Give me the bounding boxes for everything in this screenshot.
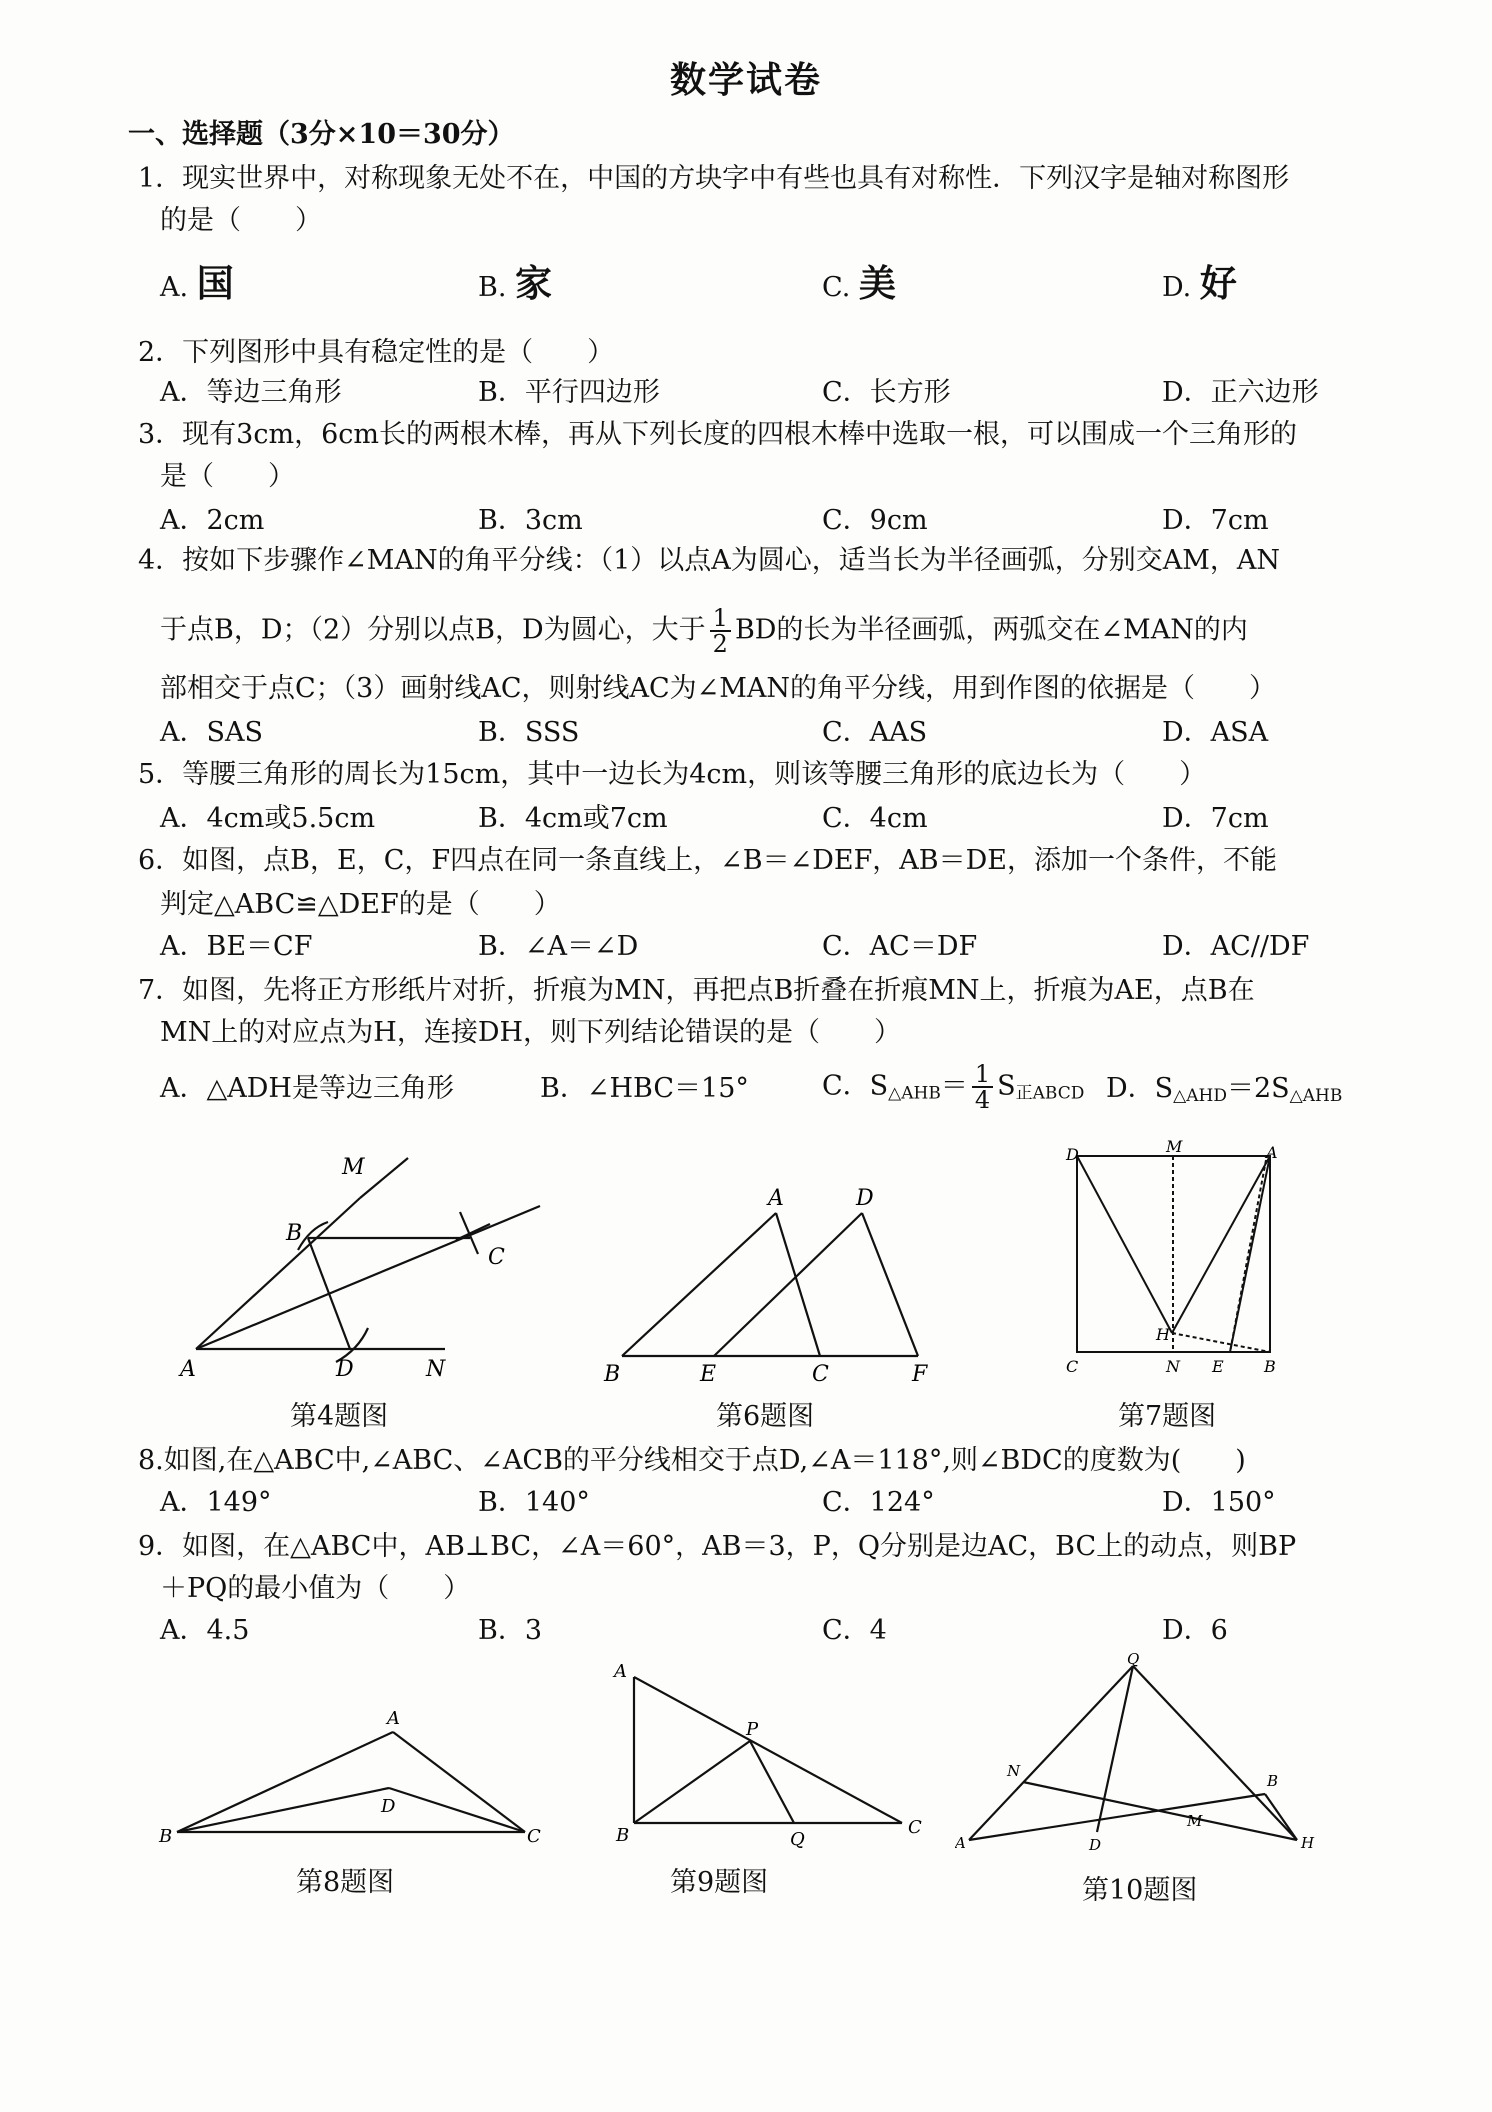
q5-option-d: D．7cm xyxy=(1162,803,1269,834)
q4-line2: 于点B，D；（2）分别以点B，D为圆心，大于 $\frac{1}{2}$ BD的长为半径画弧，两弧交在∠MAN的内 xyxy=(160,604,1248,658)
q6-option-c: C．AC＝DF xyxy=(822,931,978,962)
q3-line1: 3．现有3cm，6cm长的两根木棒，再从下列长度的四根木棒中选取一根，可以围成一个三角形的 xyxy=(138,419,1297,450)
q1-option-d: D. 好 xyxy=(1162,261,1237,305)
q3-option-b: B．3cm xyxy=(478,505,583,536)
q2-option-a: A．等边三角形 xyxy=(160,377,342,408)
q8-line1: 8.如图,在△ABC中,∠ABC、∠ACB的平分线相交于点D,∠A＝118°,则∠BDC的度数为( ) xyxy=(138,1445,1246,1476)
q5-line1: 5．等腰三角形的周长为15cm，其中一边长为4cm，则该等腰三角形的底边长为（ ） xyxy=(138,759,1207,790)
q9-option-c: C．4 xyxy=(822,1615,887,1646)
fig9-label-b: B xyxy=(616,1825,630,1846)
fig10-label-h: H xyxy=(1301,1834,1315,1852)
fig7-label-c: C xyxy=(1066,1357,1079,1376)
q2-option-d: D．正六边形 xyxy=(1162,377,1319,408)
fig8-label-b: B xyxy=(159,1826,173,1847)
fig10-label-d: D xyxy=(1089,1836,1102,1854)
q4-option-d: D．ASA xyxy=(1162,717,1269,748)
q8-option-a: A．149° xyxy=(160,1487,272,1518)
figure-7 xyxy=(1060,1140,1290,1385)
fig10-caption: 第10题图 xyxy=(1082,1875,1198,1906)
q1-option-b: B. 家 xyxy=(478,261,553,305)
q2-option-c: C．长方形 xyxy=(822,377,951,408)
fig4-label-a: A xyxy=(180,1357,196,1382)
fig6-caption: 第6题图 xyxy=(716,1401,815,1432)
fig4-label-b: B xyxy=(286,1221,303,1246)
q6-option-d: D．AC//DF xyxy=(1162,931,1310,962)
q4-fraction: $\frac{1}{2}$ xyxy=(710,606,731,656)
page-title: 数学试卷 xyxy=(669,59,822,101)
fig7-label-a: A xyxy=(1266,1143,1278,1162)
q6-line1: 6．如图，点B，E，C，F四点在同一条直线上，∠B＝∠DEF，AB＝DE，添加一个条件，不能 xyxy=(138,845,1277,876)
q5-option-b: B．4cm或7cm xyxy=(478,803,668,834)
q9-option-d: D．6 xyxy=(1162,1615,1228,1646)
fig6-label-b: B xyxy=(604,1362,621,1387)
fig10-label-m: M xyxy=(1187,1812,1203,1830)
fig4-label-m: M xyxy=(342,1155,365,1180)
fig7-label-e: E xyxy=(1212,1357,1224,1376)
q4-line3: 部相交于点C；（3）画射线AC，则射线AC为∠MAN的角平分线，用到作图的依据是（ ） xyxy=(160,673,1277,704)
fig10-label-q: Q xyxy=(1127,1650,1140,1668)
fig4-caption: 第4题图 xyxy=(290,1401,389,1432)
q1-line1: 1．现实世界中，对称现象无处不在，中国的方块字中有些也具有对称性．下列汉字是轴对称图形 xyxy=(138,163,1290,194)
q5-option-a: A．4cm或5.5cm xyxy=(160,803,376,834)
fig6-label-e: E xyxy=(700,1362,717,1387)
figure-10 xyxy=(955,1650,1325,1860)
fig7-label-b: B xyxy=(1264,1357,1276,1376)
fig6-label-c: C xyxy=(812,1362,829,1387)
q7-option-b: B．∠HBC＝15° xyxy=(540,1073,749,1104)
figure-9 xyxy=(600,1655,940,1850)
fig8-label-a: A xyxy=(387,1708,400,1729)
q6-line2: 判定△ABC≌△DEF的是（ ） xyxy=(160,889,561,920)
q7-line2: MN上的对应点为H，连接DH，则下列结论错误的是（ ） xyxy=(160,1017,902,1048)
fig9-label-q: Q xyxy=(790,1829,805,1850)
q4-option-c: C．AAS xyxy=(822,717,928,748)
q6-option-b: B．∠A＝∠D xyxy=(478,931,639,962)
figure-4 xyxy=(160,1150,560,1385)
fig7-label-n: N xyxy=(1166,1357,1180,1376)
fig10-label-n: N xyxy=(1007,1762,1021,1780)
q9-line1: 9．如图，在△ABC中，AB⊥BC，∠A＝60°，AB＝3，P，Q分别是边AC，BC上的动点，则BP xyxy=(138,1531,1297,1562)
q6-option-a: A．BE＝CF xyxy=(160,931,313,962)
q5-option-c: C．4cm xyxy=(822,803,928,834)
q4-line1: 4．按如下步骤作∠MAN的角平分线：（1）以点A为圆心，适当长为半径画弧，分别交AM，AN xyxy=(138,545,1281,576)
q7-option-c: C．$S_{\triangle AHB}=$ $\frac{1}{4}$ $S_{正ABCD}$ xyxy=(822,1060,1085,1114)
q3-option-c: C．9cm xyxy=(822,505,928,536)
fig9-label-a: A xyxy=(614,1661,627,1682)
q7-option-a: A．△ADH是等边三角形 xyxy=(160,1073,454,1104)
q9-option-b: B．3 xyxy=(478,1615,543,1646)
fig7-caption: 第7题图 xyxy=(1118,1401,1217,1432)
q1-option-a: A. 国 xyxy=(160,261,234,305)
q3-option-d: D．7cm xyxy=(1162,505,1269,536)
q9-option-a: A．4.5 xyxy=(160,1615,250,1646)
fig10-label-b: B xyxy=(1267,1772,1279,1790)
fig9-label-c: C xyxy=(908,1817,922,1838)
q8-option-c: C．124° xyxy=(822,1487,935,1518)
q4-option-a: A．SAS xyxy=(160,717,263,748)
q2-line1: 2．下列图形中具有稳定性的是（ ） xyxy=(138,337,615,368)
q7-line1: 7．如图，先将正方形纸片对折，折痕为MN，再把点B折叠在折痕MN上，折痕为AE，点B在 xyxy=(138,975,1255,1006)
fig7-label-h: H xyxy=(1156,1325,1170,1344)
fig9-label-p: P xyxy=(746,1719,759,1740)
figure-6 xyxy=(600,1185,940,1390)
q8-option-b: B．140° xyxy=(478,1487,590,1518)
fig9-caption: 第9题图 xyxy=(670,1867,769,1898)
fig10-label-a: A xyxy=(955,1834,966,1852)
q4-option-b: B．SSS xyxy=(478,717,580,748)
fig6-label-f: F xyxy=(912,1362,928,1387)
fig4-label-d: D xyxy=(336,1357,354,1382)
q1-option-c: C. 美 xyxy=(822,261,896,305)
q2-option-b: B．平行四边形 xyxy=(478,377,660,408)
fig4-label-n: N xyxy=(426,1357,446,1382)
fig8-label-c: C xyxy=(527,1826,541,1847)
fig6-label-a: A xyxy=(768,1186,784,1211)
fig8-caption: 第8题图 xyxy=(296,1867,395,1898)
section-heading: 一、选择题（3分×10＝30分） xyxy=(128,119,515,150)
q3-option-a: A．2cm xyxy=(160,505,265,536)
fig8-label-d: D xyxy=(381,1796,396,1817)
fig4-label-c: C xyxy=(488,1245,505,1270)
fig6-label-d: D xyxy=(856,1186,874,1211)
q7-option-d: D．$S_{\triangle AHD}=2S_{\triangle AHB}$ xyxy=(1106,1073,1343,1106)
q8-option-d: D．150° xyxy=(1162,1487,1276,1518)
figure-8 xyxy=(155,1700,555,1850)
q3-line2: 是（ ） xyxy=(160,461,295,492)
q9-line2: ＋PQ的最小值为（ ） xyxy=(160,1573,471,1604)
fig7-label-d: D xyxy=(1066,1145,1079,1164)
q1-line2: 的是（ ） xyxy=(160,205,322,236)
fig7-label-m: M xyxy=(1166,1140,1183,1156)
